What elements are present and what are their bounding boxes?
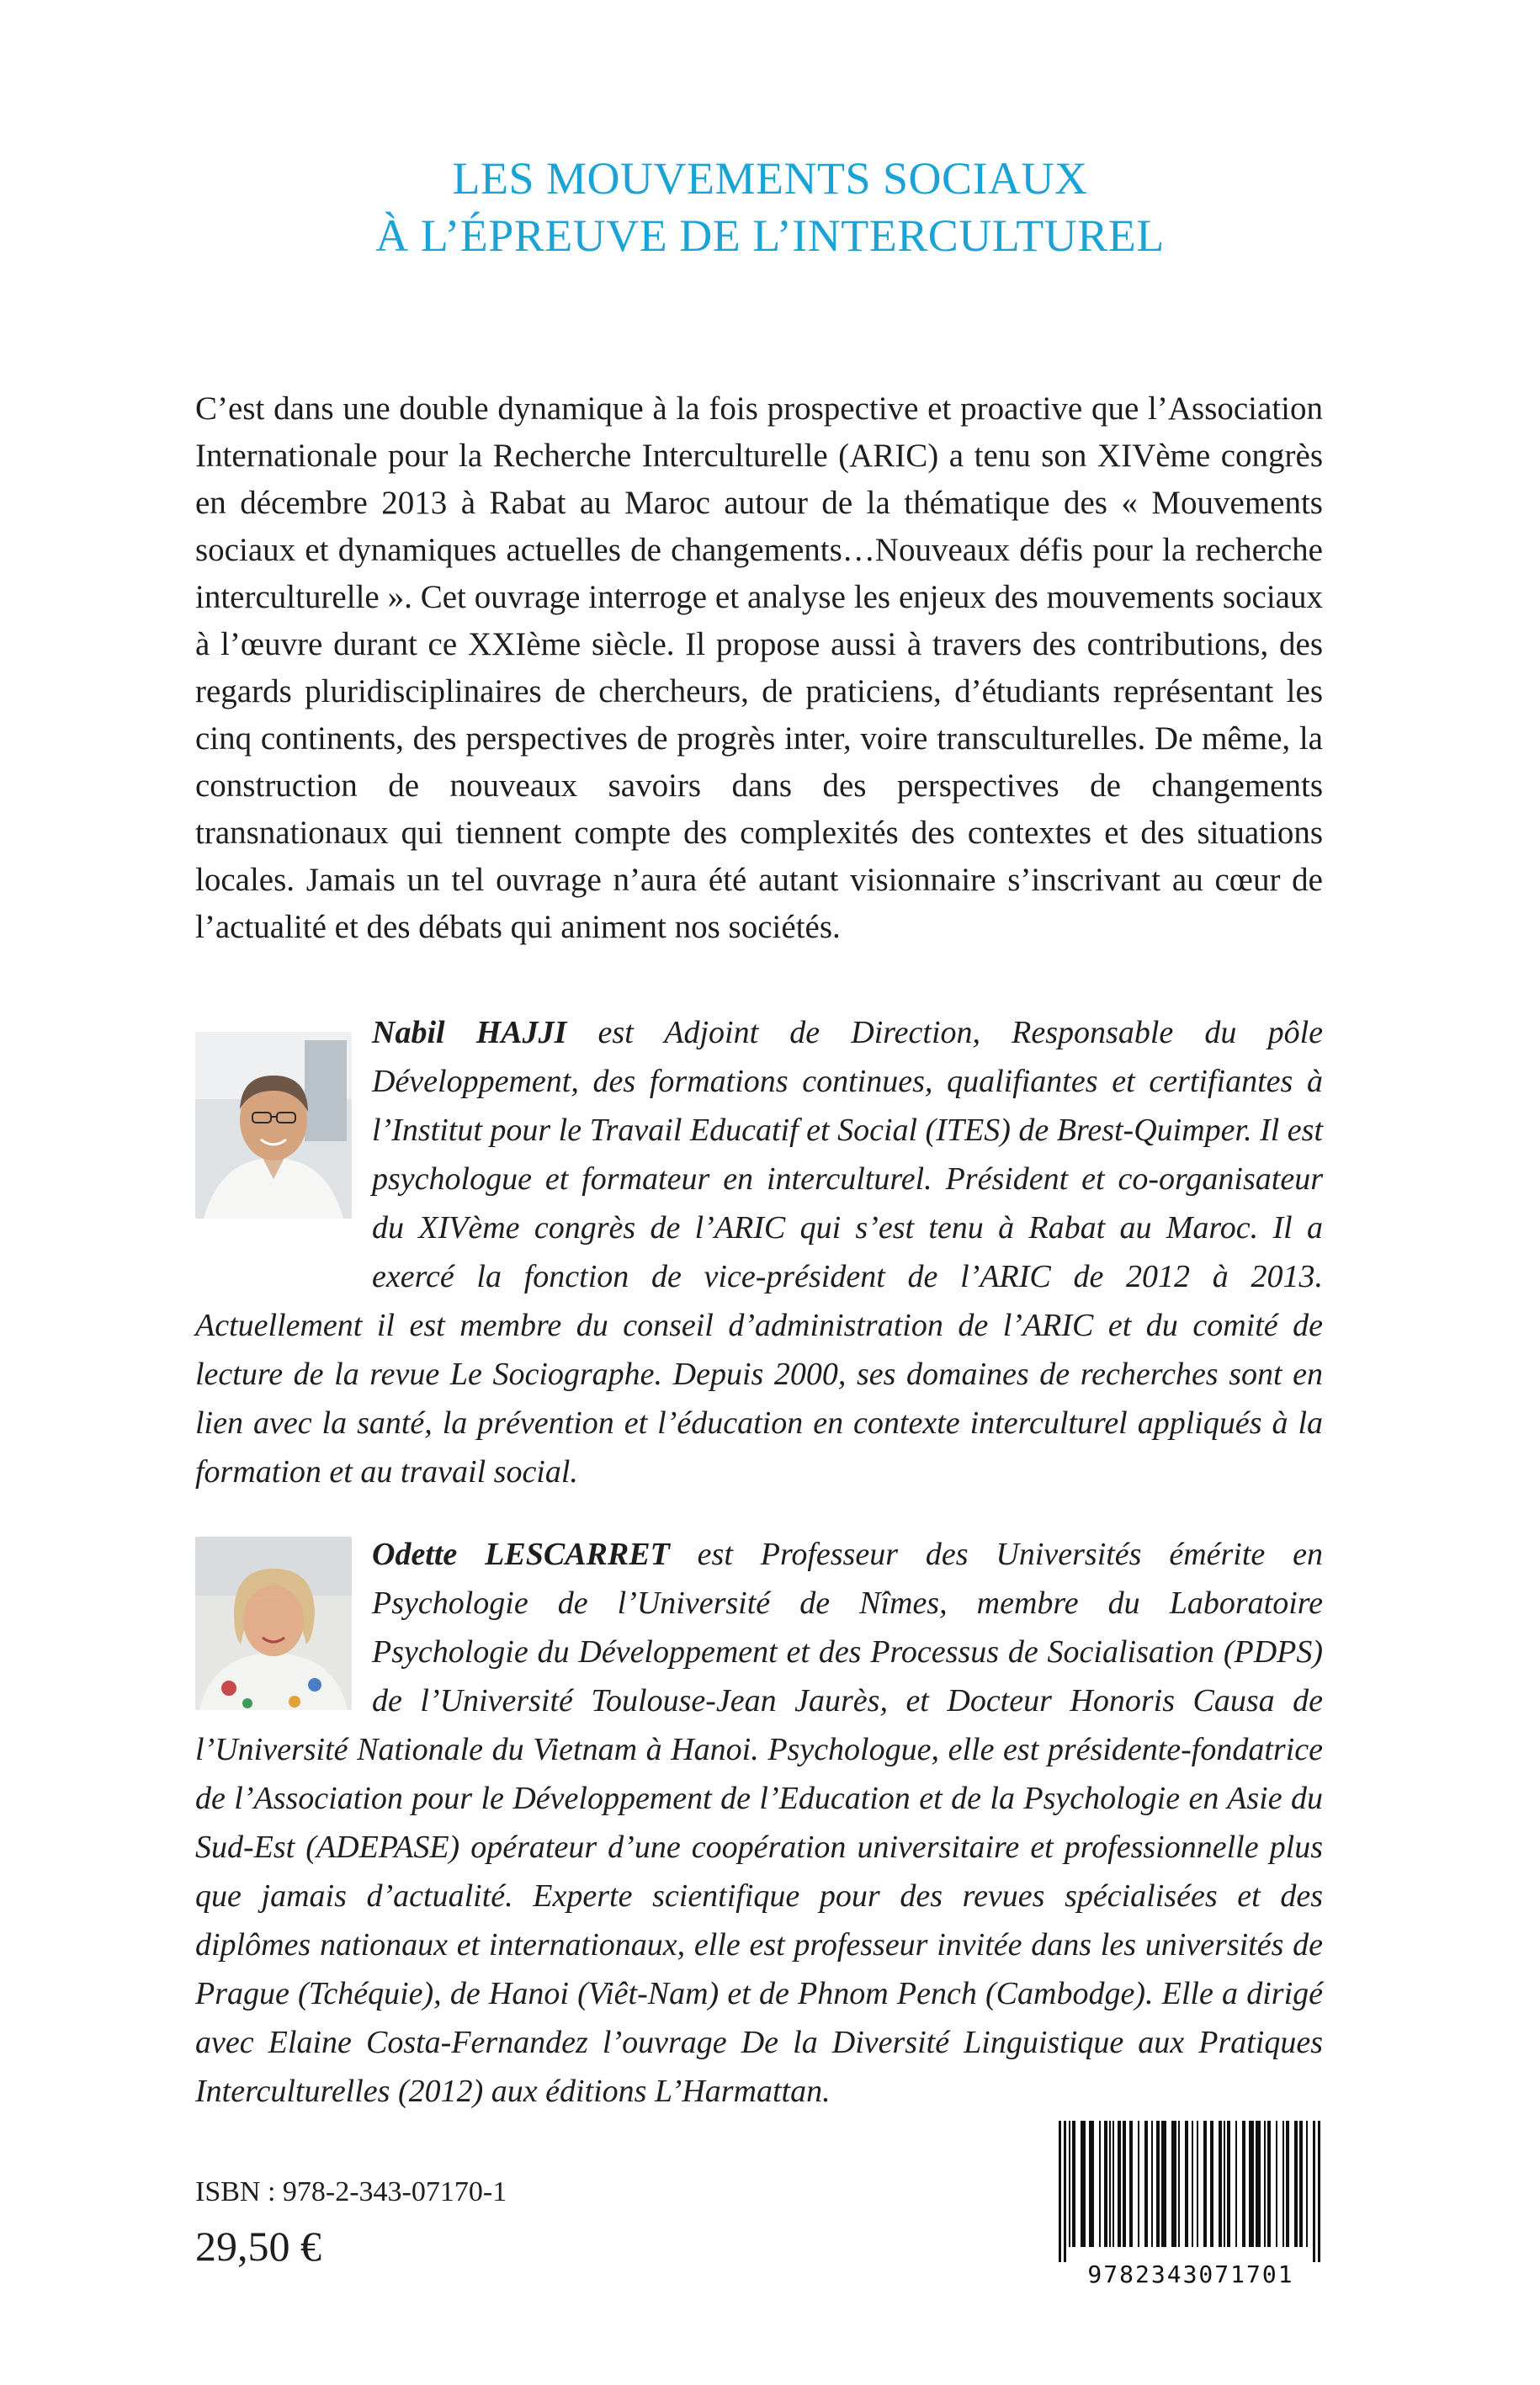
barcode-bar bbox=[1203, 2121, 1207, 2247]
barcode-bar bbox=[1069, 2121, 1070, 2247]
barcode-bar bbox=[1151, 2121, 1153, 2247]
barcode-bar bbox=[1138, 2121, 1139, 2247]
barcode-bar bbox=[1219, 2121, 1222, 2247]
portrait-woman-image bbox=[195, 1537, 352, 1710]
author-bio-1 bbox=[195, 1008, 1323, 1496]
author-photo-2 bbox=[195, 1537, 352, 1710]
barcode-bar bbox=[1123, 2121, 1126, 2247]
portrait-man-image bbox=[195, 1032, 352, 1219]
barcode-bar bbox=[1256, 2121, 1261, 2247]
author-bio-text-1: est Adjoint de Direction, Responsable du pôle Développement, des formations continues, qualifiantes et certifiantes à l’Institut pour le Travail Educatif et Social (ITES) de Brest-Quimper. Il est psychologue et formateur en interculturel. Président et co-organisateur du XIVème congrès de l’ARIC qui s’est tenu à Rabat au Maroc. Il a exercé la fonction de vice-président de l’ARIC de 2012 à 2013. Actuellement il est membre du conseil d’administration de l’ARIC et du comité de lecture de la revue Le Sociographe. Depuis 2000, ses domaines de recherches sont en lien avec la santé, la prévention et l’éducation en contexte interculturel appliqués à la formation et au travail social. bbox=[195, 1015, 1323, 1490]
barcode-bar bbox=[1286, 2121, 1289, 2247]
barcode-bar bbox=[1072, 2121, 1075, 2247]
barcode-bar bbox=[1161, 2121, 1166, 2247]
barcode-bar bbox=[1192, 2121, 1193, 2247]
title-line-2: À L’ÉPREUVE DE L’INTERCULTUREL bbox=[375, 210, 1165, 261]
barcode-bar bbox=[1318, 2121, 1320, 2262]
barcode-bar bbox=[1249, 2121, 1254, 2247]
barcode-bar bbox=[1267, 2121, 1271, 2247]
barcode-bar bbox=[1282, 2121, 1284, 2247]
barcode-bar bbox=[1299, 2121, 1303, 2247]
barcode-bar bbox=[1171, 2121, 1176, 2247]
barcode-bar bbox=[1276, 2121, 1277, 2247]
barcode-bar bbox=[1129, 2121, 1133, 2247]
price: 29,50 € bbox=[195, 2223, 321, 2270]
barcode-bar bbox=[1197, 2121, 1198, 2247]
barcode-bar bbox=[1064, 2121, 1066, 2262]
barcode-bar bbox=[1104, 2121, 1107, 2247]
barcode-bar bbox=[1118, 2121, 1121, 2247]
barcode-bar bbox=[1113, 2121, 1114, 2247]
barcode-bar bbox=[1294, 2121, 1298, 2247]
barcode-bar bbox=[1109, 2121, 1111, 2247]
author-bio-text-2: est Professeur des Universités émérite en Psychologie de l’Université de Nîmes, membre du Laboratoire Psychologie du Développement et des Processus de Socialisation (PDPS) de l’Université Toulouse-Jean Jaurès, et Docteur Honoris Causa de l’Université Nationale du Vietnam à Hanoi. Psychologue, elle est présidente-fondatrice de l’Association pour le Développement de l’Education et de la Psychologie en Asie du Sud-Est (ADEPASE) opérateur d’une coopération universitaire et professionnelle plus que jamais d’actualité. Experte scientifique pour des revues spécialisées et des diplômes nationaux et internationaux, elle est professeur invitée dans les universités de Prague (Tchéquie), de Hanoi (Viêt-Nam) et de Phnom Pench (Cambodge). Elle a dirigé avec Elaine Costa-Fernandez l’ouvrage De la Diversité Linguistique aux Pratiques Interculturelles (2012) aux éditions L’Harmattan. bbox=[195, 1537, 1324, 2109]
barcode bbox=[1052, 2121, 1330, 2297]
barcode-bars bbox=[1052, 2121, 1330, 2262]
barcode-bar bbox=[1313, 2121, 1315, 2262]
barcode-bar bbox=[1306, 2121, 1308, 2247]
barcode-bar bbox=[1178, 2121, 1180, 2247]
barcode-bar bbox=[1210, 2121, 1213, 2247]
barcode-digits: 9782343071701 bbox=[1087, 2260, 1294, 2288]
summary-paragraph: C’est dans une double dynamique à la fois prospective et proactive que l’Association Internationale pour la Recherche Interculturelle (ARIC) a tenu son XIVème congrès en décembre 2013 à Rabat au Maroc autour de la thématique des « Mouvements sociaux et dynamiques actuelles de changements…Nouveaux défis pour la recherche interculturelle ». Cet ouvrage interroge et analyse les enjeux des mouvements sociaux à l’œuvre durant ce XXIème siècle. Il propose aussi à travers des contributions, des regards pluridisciplinaires de chercheurs, de praticiens, d’étudiants représentant les cinq continents, des perspectives de progrès inter, voire transculturelles. De même, la construction de nouveaux savoirs dans des perspectives de changements transnationaux qui tiennent compte des complexités des contextes et des situations locales. Jamais un tel ouvrage n’aura été autant visionnaire s’inscrivant au cœur de l’actualité et des débats qui animent nos sociétés. bbox=[195, 390, 1323, 945]
barcode-bar bbox=[1156, 2121, 1160, 2247]
barcode-bar bbox=[1185, 2121, 1188, 2247]
title-line-1: LES MOUVEMENTS SOCIAUX bbox=[452, 153, 1088, 204]
barcode-bar bbox=[1235, 2121, 1237, 2247]
author-bio-2 bbox=[195, 1530, 1323, 2116]
barcode-bar bbox=[1081, 2121, 1086, 2247]
barcode-bar bbox=[1224, 2121, 1225, 2247]
book-title bbox=[0, 150, 1540, 264]
author-name-1: Nabil HAJJI bbox=[372, 1015, 567, 1050]
barcode-bar bbox=[1144, 2121, 1148, 2247]
barcode-bar bbox=[1264, 2121, 1266, 2247]
author-name-2: Odette LESCARRET bbox=[372, 1537, 670, 1572]
barcode-bar bbox=[1099, 2121, 1101, 2247]
barcode-bar bbox=[1059, 2121, 1061, 2262]
barcode-bar bbox=[1227, 2121, 1230, 2247]
barcode-bar bbox=[1242, 2121, 1245, 2247]
isbn-number: ISBN : 978-2-343-07170-1 bbox=[195, 2176, 507, 2207]
barcode-bar bbox=[1089, 2121, 1094, 2247]
author-photo-1 bbox=[195, 1032, 352, 1219]
